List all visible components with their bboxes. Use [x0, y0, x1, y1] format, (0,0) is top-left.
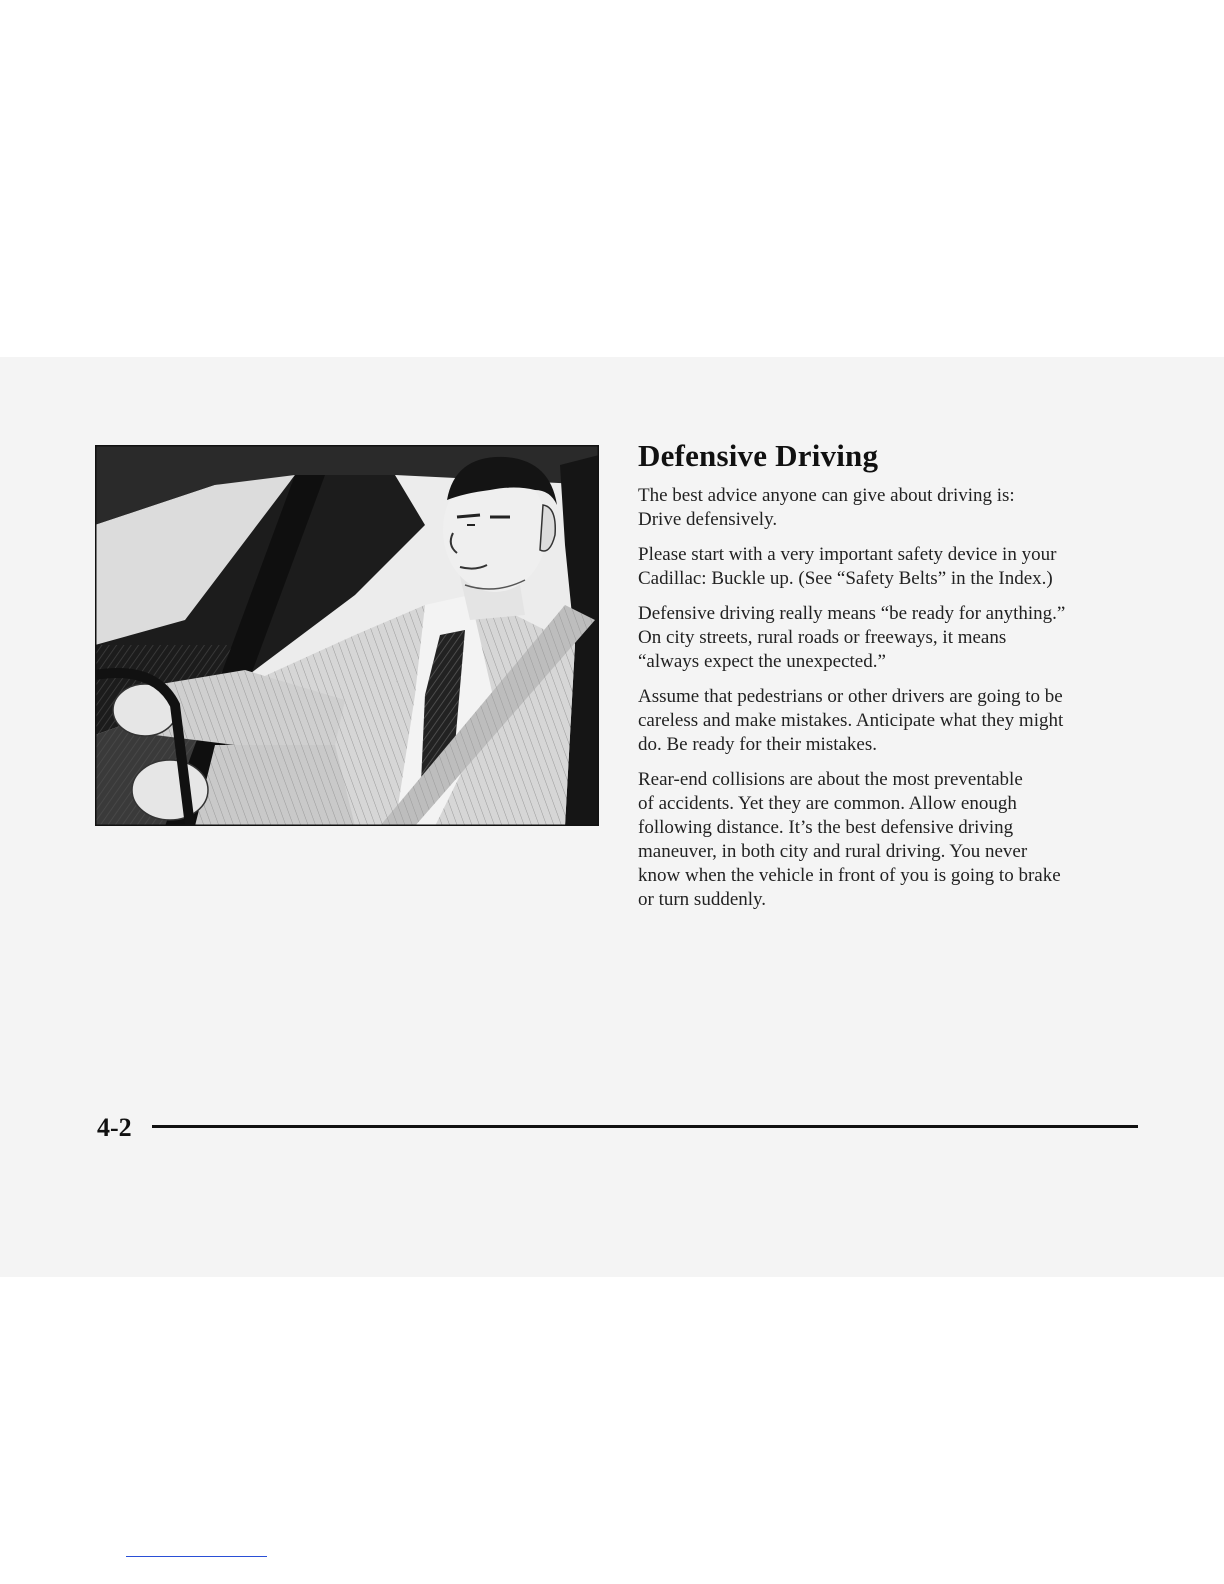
page-number: 4-2 [97, 1113, 132, 1142]
section-content [638, 438, 1143, 923]
driver-illustration [95, 445, 599, 826]
paragraph: Defensive driving really means “be ready for anything.” On city streets, rural roads or freeways, it means “always expect the unexpected.” [638, 603, 1066, 672]
paragraph: Rear-end collisions are about the most preventable of accidents. Yet they are common. Allow enough following distance. It’s the best defensive driving maneuver, in both city and rural driving. You never know when the vehicle in front of you is going to brake or turn suddenly. [638, 769, 1061, 910]
paragraph: Please start with a very important safety device in your Cadillac: Buckle up. (See “Safety Belts” in the Index.) [638, 544, 1057, 589]
paragraph: The best advice anyone can give about driving is: Drive defensively. [638, 485, 1015, 530]
footer-rule [152, 1125, 1138, 1128]
section-title: Defensive Driving [638, 438, 879, 473]
paragraph: Assume that pedestrians or other drivers are going to be careless and make mistakes. Anticipate what they might do. Be ready for their mistakes. [638, 686, 1064, 755]
bottom-link-underline [126, 1556, 267, 1557]
